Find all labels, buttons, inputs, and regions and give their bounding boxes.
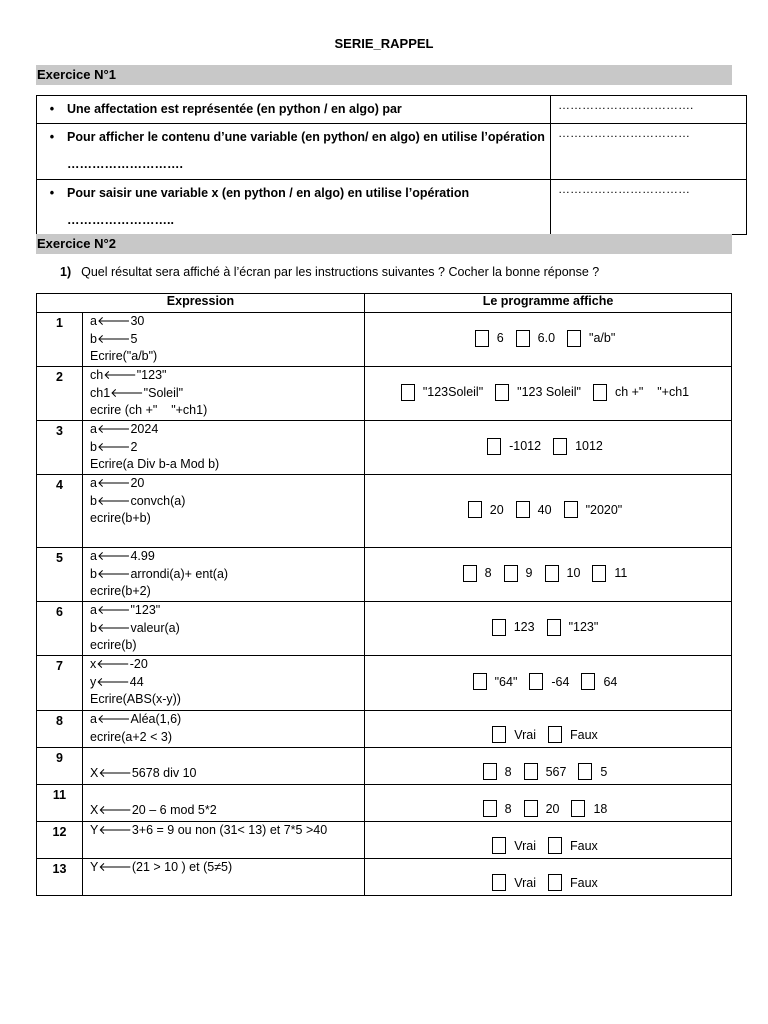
table-row (37, 711, 732, 748)
checkbox[interactable] (529, 673, 543, 690)
option-label: Vrai (514, 838, 536, 853)
checkbox[interactable] (593, 384, 607, 401)
answer-option[interactable] (593, 384, 695, 401)
checkbox[interactable] (547, 619, 561, 636)
option-label: 567 (545, 764, 567, 779)
expression-line: b🡐arrondi(a)+ ent(a) (90, 566, 229, 581)
option-label: 8 (504, 801, 512, 816)
table-row (37, 367, 732, 421)
expression-cell (83, 859, 365, 896)
question-number: 1) (60, 265, 72, 279)
answer-option[interactable] (495, 384, 587, 401)
expression-cell (83, 548, 365, 602)
expression-line: ecrire(b) (90, 638, 137, 652)
answer-option[interactable] (524, 800, 566, 817)
expression-cell (83, 421, 365, 475)
exercise1-answer-3[interactable]: …………………………… (551, 180, 747, 235)
expression-line: a🡐2024 (90, 422, 159, 436)
exercise1-answer-1[interactable]: ……………………………. (551, 96, 747, 124)
answer-option[interactable] (548, 726, 604, 743)
expression-line: b🡐2 (90, 439, 138, 454)
page-title: SERIE_RAPPEL (334, 36, 434, 51)
exercise2-header: Exercice N°2 (36, 234, 732, 254)
options-cell (365, 475, 732, 548)
checkbox[interactable] (578, 763, 592, 780)
table-row (37, 421, 732, 475)
checkbox[interactable] (592, 565, 606, 582)
answer-option[interactable] (571, 800, 613, 817)
row-number: 4 (37, 475, 83, 548)
answer-option[interactable] (529, 673, 575, 690)
row-number: 7 (37, 656, 83, 711)
exercise1-question-1: Une affectation est représentée (en python / en algo) par (67, 102, 402, 116)
answer-option[interactable] (504, 565, 539, 582)
option-label: -64 (551, 674, 570, 689)
question-text: Quel résultat sera affiché à l’écran par les instructions suivantes ? Cocher la bonne réponse ? (81, 265, 600, 279)
row-number: 6 (37, 602, 83, 656)
option-label: Faux (569, 875, 598, 890)
table-row (37, 313, 732, 367)
options-cell (365, 548, 732, 602)
options-cell (365, 313, 732, 367)
answer-option[interactable] (483, 763, 518, 780)
expression-cell (83, 475, 365, 548)
checkbox[interactable] (581, 673, 595, 690)
checkbox[interactable] (516, 501, 530, 518)
expression-line: Ecrire(ABS(x-y)) (90, 692, 181, 706)
table-row (37, 859, 732, 896)
answer-option[interactable] (468, 501, 510, 518)
answer-option[interactable] (524, 763, 573, 780)
option-label: Faux (569, 838, 598, 853)
row-number: 5 (37, 548, 83, 602)
expression-cell (83, 785, 365, 822)
checkbox[interactable] (468, 501, 482, 518)
option-label: "123Soleil" (422, 385, 484, 399)
option-label: -1012 (509, 439, 542, 453)
checkbox[interactable] (401, 384, 415, 401)
option-label: 11 (614, 566, 628, 580)
checkbox[interactable] (495, 384, 509, 401)
option-label: Vrai (514, 727, 536, 742)
answer-option[interactable] (473, 673, 524, 690)
answer-option[interactable] (401, 384, 489, 401)
checkbox[interactable] (545, 565, 559, 582)
answer-option[interactable] (553, 438, 609, 455)
table-row (37, 548, 732, 602)
option-label: 18 (593, 801, 608, 816)
expression-cell (83, 748, 365, 785)
option-label: "123 Soleil" (517, 385, 581, 399)
answer-option[interactable] (578, 763, 613, 780)
expression-line: Ecrire("a/b") (90, 349, 158, 363)
option-label: "2020" (585, 502, 623, 517)
checkbox[interactable] (492, 619, 506, 636)
option-label: "123" (568, 620, 599, 634)
expression-line: Ecrire(a Div b-a Mod b) (90, 457, 220, 471)
exercise1-question-cell (37, 180, 551, 235)
exercise1-question-2: Pour afficher le contenu d’une variable (en python/ en algo) en utilise l’opération ………………………. (67, 130, 545, 171)
expression-line: b🡐valeur(a) (90, 620, 180, 635)
bullet-icon: • (49, 102, 55, 116)
option-label: ch +" "+ch1 (614, 385, 690, 399)
answer-option[interactable] (463, 565, 498, 582)
column-header-expression: Expression (37, 294, 365, 313)
option-label: 5 (600, 764, 608, 779)
checkbox[interactable] (548, 726, 562, 743)
options-cell (365, 367, 732, 421)
table-row (37, 475, 732, 548)
expression-line: a🡐4.99 (90, 549, 155, 563)
expression-line: a🡐30 (90, 314, 145, 328)
expression-line: X🡐20 – 6 mod 5*2 (90, 803, 217, 817)
answer-option[interactable] (592, 565, 633, 582)
exercise1-question-cell (37, 96, 551, 124)
option-label: 64 (603, 674, 618, 689)
checkbox[interactable] (553, 438, 567, 455)
checkbox[interactable] (504, 565, 518, 582)
answer-option[interactable] (581, 673, 623, 690)
options-cell (365, 421, 732, 475)
expression-line: b🡐5 (90, 331, 138, 346)
answer-option[interactable] (547, 619, 605, 636)
checkbox[interactable] (487, 438, 501, 455)
checkbox[interactable] (548, 837, 562, 854)
options-cell (365, 822, 732, 859)
option-label: 6.0 (537, 331, 556, 345)
checkbox[interactable] (564, 501, 578, 518)
row-number: 2 (37, 367, 83, 421)
expression-line: y🡐44 (90, 674, 144, 689)
checkbox[interactable] (571, 800, 585, 817)
checkbox[interactable] (567, 330, 581, 347)
expression-line: a🡐Aléa(1,6) (90, 712, 182, 726)
exercise1-question-cell (37, 124, 551, 180)
option-label: 6 (496, 331, 504, 345)
checkbox[interactable] (475, 330, 489, 347)
options-cell (365, 748, 732, 785)
expression-line: ch🡐"123" (90, 368, 167, 382)
answer-option[interactable] (567, 330, 621, 347)
answer-option[interactable] (483, 800, 518, 817)
option-label: 9 (525, 566, 533, 580)
row-number: 11 (37, 785, 83, 822)
exercise2-table (36, 293, 732, 896)
row-number: 3 (37, 421, 83, 475)
option-label: 123 (513, 620, 535, 634)
expression-line: ecrire (ch +" "+ch1) (90, 403, 208, 417)
options-cell (365, 602, 732, 656)
bullet-icon: • (49, 186, 55, 200)
row-number: 13 (37, 859, 83, 896)
table-row (37, 748, 732, 785)
table-row (37, 822, 732, 859)
answer-option[interactable] (545, 565, 587, 582)
row-number: 1 (37, 313, 83, 367)
exercise1-table (36, 95, 747, 235)
expression-line: ecrire(b+2) (90, 584, 151, 598)
table-row (37, 656, 732, 711)
option-label: 40 (537, 502, 552, 517)
expression-line (90, 748, 364, 765)
checkbox[interactable] (463, 565, 477, 582)
expression-line: x🡐-20 (90, 657, 148, 671)
checkbox[interactable] (492, 726, 506, 743)
answer-option[interactable] (548, 874, 604, 891)
answer-option[interactable] (548, 837, 604, 854)
options-cell (365, 656, 732, 711)
exercise1-question-3: Pour saisir une variable x (en python / en algo) en utilise l’opération …………………….. (67, 186, 470, 227)
options-cell (365, 859, 732, 896)
expression-line: b🡐convch(a) (90, 493, 186, 508)
answer-option[interactable] (487, 438, 547, 455)
expression-cell (83, 313, 365, 367)
expression-line: a🡐"123" (90, 603, 161, 617)
checkbox[interactable] (473, 673, 487, 690)
checkbox[interactable] (524, 763, 538, 780)
table-row (37, 785, 732, 822)
column-header-output: Le programme affiche (365, 294, 732, 313)
expression-line: ecrire(a+2 < 3) (90, 729, 172, 744)
expression-line: ecrire(b+b) (90, 511, 151, 525)
option-label: Faux (569, 727, 598, 742)
exercise2-question (60, 265, 599, 279)
answer-option[interactable] (492, 619, 541, 636)
expression-cell (83, 602, 365, 656)
answer-option[interactable] (516, 501, 558, 518)
answer-option[interactable] (492, 874, 542, 891)
table-row (37, 602, 732, 656)
option-label: 8 (504, 764, 512, 779)
option-label: 20 (489, 502, 504, 517)
checkbox[interactable] (492, 874, 506, 891)
option-label: 8 (484, 566, 492, 580)
expression-cell (83, 711, 365, 748)
checkbox[interactable] (524, 800, 538, 817)
checkbox[interactable] (483, 763, 497, 780)
expression-line: ch1🡐"Soleil" (90, 385, 184, 400)
checkbox[interactable] (492, 837, 506, 854)
expression-line: Y🡐3+6 = 9 ou non (31< 13) et 7*5 >40 (90, 823, 328, 837)
expression-line: a🡐20 (90, 476, 145, 490)
expression-line (90, 785, 364, 802)
answer-option[interactable] (492, 837, 542, 854)
expression-line: Y🡐(21 > 10 ) et (5≠5) (90, 860, 233, 874)
exercise1-answer-2[interactable]: …………………………… (551, 124, 747, 180)
expression-cell (83, 822, 365, 859)
row-number: 8 (37, 711, 83, 748)
expression-line: X🡐5678 div 10 (90, 766, 197, 780)
option-label: "64" (494, 674, 518, 689)
checkbox[interactable] (548, 874, 562, 891)
checkbox[interactable] (516, 330, 530, 347)
option-label: 20 (545, 801, 560, 816)
row-number: 9 (37, 748, 83, 785)
row-number: 12 (37, 822, 83, 859)
answer-option[interactable] (492, 726, 542, 743)
answer-option[interactable] (564, 501, 629, 518)
option-label: Vrai (514, 875, 536, 890)
answer-option[interactable] (516, 330, 561, 347)
exercise1-header: Exercice N°1 (36, 65, 732, 85)
checkbox[interactable] (483, 800, 497, 817)
answer-option[interactable] (475, 330, 510, 347)
bullet-icon: • (49, 130, 55, 144)
expression-cell (83, 656, 365, 711)
expression-cell (83, 367, 365, 421)
option-label: 10 (566, 566, 581, 580)
options-cell (365, 785, 732, 822)
option-label: "a/b" (589, 331, 616, 345)
option-label: 1012 (575, 439, 603, 453)
options-cell (365, 711, 732, 748)
